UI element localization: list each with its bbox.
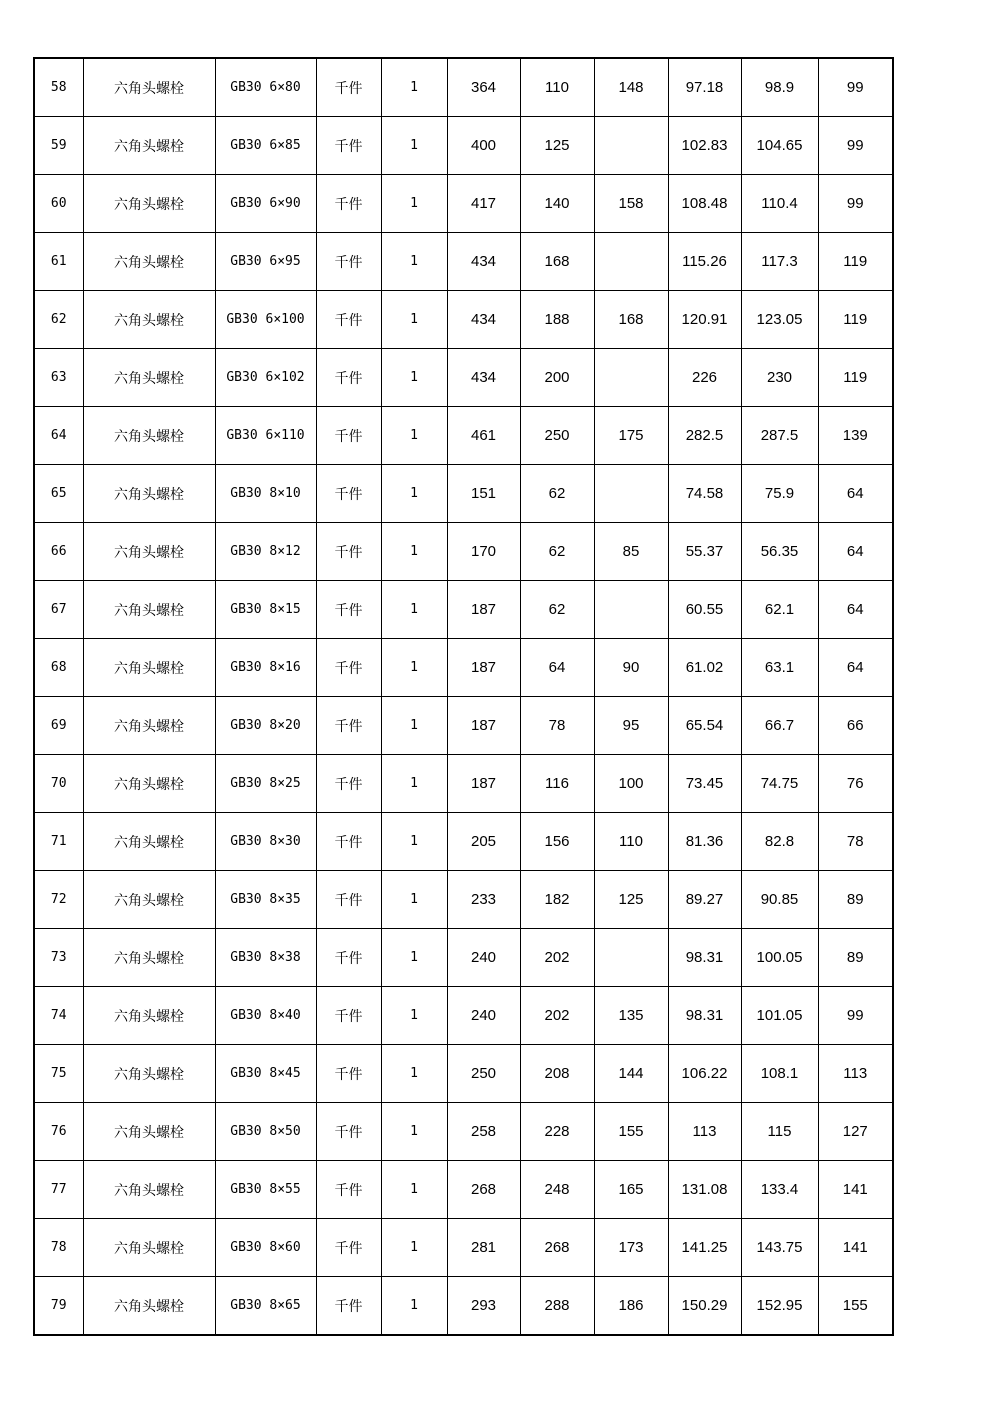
value-4-cell: 115.26	[668, 233, 741, 291]
table-row	[34, 581, 893, 639]
value-5-cell: 98.9	[741, 58, 818, 117]
spec-cell: GB30 8×20	[215, 697, 316, 755]
value-5-cell: 62.1	[741, 581, 818, 639]
value-6-cell: 141	[818, 1161, 893, 1219]
quantity-cell: 1	[381, 407, 447, 465]
value-4-cell: 97.18	[668, 58, 741, 117]
row-index-cell: 64	[34, 407, 83, 465]
quantity-cell: 1	[381, 233, 447, 291]
unit-cell: 千件	[316, 755, 381, 813]
value-3-cell	[594, 929, 668, 987]
value-6-cell: 99	[818, 175, 893, 233]
item-name-cell: 六角头螺栓	[83, 523, 215, 581]
item-name-cell: 六角头螺栓	[83, 813, 215, 871]
value-2-cell: 202	[520, 987, 594, 1045]
value-4-cell: 282.5	[668, 407, 741, 465]
quantity-cell: 1	[381, 465, 447, 523]
value-5-cell: 115	[741, 1103, 818, 1161]
spec-cell: GB30 8×15	[215, 581, 316, 639]
spec-cell: GB30 8×65	[215, 1277, 316, 1336]
spec-cell: GB30 8×50	[215, 1103, 316, 1161]
table-row	[34, 755, 893, 813]
value-3-cell	[594, 233, 668, 291]
table-body	[34, 58, 893, 1335]
table-row	[34, 1103, 893, 1161]
value-5-cell: 117.3	[741, 233, 818, 291]
spec-cell: GB30 6×100	[215, 291, 316, 349]
value-4-cell: 102.83	[668, 117, 741, 175]
value-1-cell: 461	[447, 407, 520, 465]
quantity-cell: 1	[381, 58, 447, 117]
value-3-cell: 110	[594, 813, 668, 871]
value-5-cell: 56.35	[741, 523, 818, 581]
value-4-cell: 74.58	[668, 465, 741, 523]
row-index-cell: 62	[34, 291, 83, 349]
row-index-cell: 74	[34, 987, 83, 1045]
value-5-cell: 230	[741, 349, 818, 407]
value-2-cell: 156	[520, 813, 594, 871]
table-row	[34, 1161, 893, 1219]
value-2-cell: 110	[520, 58, 594, 117]
value-2-cell: 250	[520, 407, 594, 465]
value-1-cell: 268	[447, 1161, 520, 1219]
table-row	[34, 349, 893, 407]
value-3-cell: 186	[594, 1277, 668, 1336]
value-4-cell: 120.91	[668, 291, 741, 349]
row-index-cell: 59	[34, 117, 83, 175]
value-3-cell	[594, 117, 668, 175]
row-index-cell: 71	[34, 813, 83, 871]
value-1-cell: 434	[447, 349, 520, 407]
item-name-cell: 六角头螺栓	[83, 871, 215, 929]
unit-cell: 千件	[316, 407, 381, 465]
value-3-cell: 155	[594, 1103, 668, 1161]
spec-cell: GB30 8×35	[215, 871, 316, 929]
unit-cell: 千件	[316, 117, 381, 175]
value-5-cell: 82.8	[741, 813, 818, 871]
unit-cell: 千件	[316, 1045, 381, 1103]
table-row	[34, 58, 893, 117]
unit-cell: 千件	[316, 1161, 381, 1219]
spec-cell: GB30 8×55	[215, 1161, 316, 1219]
value-3-cell: 173	[594, 1219, 668, 1277]
row-index-cell: 73	[34, 929, 83, 987]
value-5-cell: 123.05	[741, 291, 818, 349]
spec-cell: GB30 8×30	[215, 813, 316, 871]
item-name-cell: 六角头螺栓	[83, 233, 215, 291]
value-6-cell: 113	[818, 1045, 893, 1103]
spec-cell: GB30 8×25	[215, 755, 316, 813]
value-2-cell: 248	[520, 1161, 594, 1219]
price-table	[33, 57, 894, 1336]
row-index-cell: 78	[34, 1219, 83, 1277]
unit-cell: 千件	[316, 233, 381, 291]
item-name-cell: 六角头螺栓	[83, 1219, 215, 1277]
quantity-cell: 1	[381, 755, 447, 813]
value-1-cell: 187	[447, 639, 520, 697]
row-index-cell: 68	[34, 639, 83, 697]
value-2-cell: 288	[520, 1277, 594, 1336]
table-row	[34, 117, 893, 175]
value-2-cell: 188	[520, 291, 594, 349]
quantity-cell: 1	[381, 291, 447, 349]
value-4-cell: 108.48	[668, 175, 741, 233]
quantity-cell: 1	[381, 1103, 447, 1161]
table-row	[34, 1045, 893, 1103]
value-5-cell: 75.9	[741, 465, 818, 523]
item-name-cell: 六角头螺栓	[83, 1161, 215, 1219]
value-3-cell: 165	[594, 1161, 668, 1219]
value-5-cell: 90.85	[741, 871, 818, 929]
value-6-cell: 64	[818, 523, 893, 581]
value-6-cell: 119	[818, 291, 893, 349]
value-2-cell: 228	[520, 1103, 594, 1161]
value-3-cell: 144	[594, 1045, 668, 1103]
quantity-cell: 1	[381, 581, 447, 639]
row-index-cell: 65	[34, 465, 83, 523]
quantity-cell: 1	[381, 523, 447, 581]
spec-cell: GB30 6×110	[215, 407, 316, 465]
value-3-cell	[594, 465, 668, 523]
quantity-cell: 1	[381, 1219, 447, 1277]
table-row	[34, 407, 893, 465]
item-name-cell: 六角头螺栓	[83, 175, 215, 233]
value-3-cell: 175	[594, 407, 668, 465]
value-3-cell: 168	[594, 291, 668, 349]
spec-cell: GB30 6×85	[215, 117, 316, 175]
value-6-cell: 139	[818, 407, 893, 465]
unit-cell: 千件	[316, 697, 381, 755]
value-1-cell: 250	[447, 1045, 520, 1103]
value-1-cell: 151	[447, 465, 520, 523]
unit-cell: 千件	[316, 523, 381, 581]
table-row	[34, 523, 893, 581]
value-6-cell: 64	[818, 465, 893, 523]
table-row	[34, 813, 893, 871]
table-row	[34, 639, 893, 697]
value-4-cell: 131.08	[668, 1161, 741, 1219]
value-2-cell: 182	[520, 871, 594, 929]
quantity-cell: 1	[381, 349, 447, 407]
value-6-cell: 119	[818, 349, 893, 407]
item-name-cell: 六角头螺栓	[83, 407, 215, 465]
quantity-cell: 1	[381, 1161, 447, 1219]
value-3-cell: 158	[594, 175, 668, 233]
value-3-cell: 148	[594, 58, 668, 117]
unit-cell: 千件	[316, 465, 381, 523]
value-6-cell: 66	[818, 697, 893, 755]
value-4-cell: 65.54	[668, 697, 741, 755]
value-3-cell: 85	[594, 523, 668, 581]
item-name-cell: 六角头螺栓	[83, 465, 215, 523]
value-1-cell: 233	[447, 871, 520, 929]
item-name-cell: 六角头螺栓	[83, 1103, 215, 1161]
value-1-cell: 364	[447, 58, 520, 117]
row-index-cell: 66	[34, 523, 83, 581]
value-2-cell: 200	[520, 349, 594, 407]
spec-cell: GB30 8×10	[215, 465, 316, 523]
quantity-cell: 1	[381, 1045, 447, 1103]
item-name-cell: 六角头螺栓	[83, 291, 215, 349]
value-5-cell: 143.75	[741, 1219, 818, 1277]
value-4-cell: 61.02	[668, 639, 741, 697]
quantity-cell: 1	[381, 697, 447, 755]
item-name-cell: 六角头螺栓	[83, 987, 215, 1045]
row-index-cell: 69	[34, 697, 83, 755]
value-4-cell: 150.29	[668, 1277, 741, 1336]
row-index-cell: 67	[34, 581, 83, 639]
row-index-cell: 77	[34, 1161, 83, 1219]
value-5-cell: 287.5	[741, 407, 818, 465]
value-1-cell: 187	[447, 697, 520, 755]
value-6-cell: 99	[818, 117, 893, 175]
value-1-cell: 434	[447, 291, 520, 349]
value-5-cell: 66.7	[741, 697, 818, 755]
item-name-cell: 六角头螺栓	[83, 1045, 215, 1103]
value-5-cell: 110.4	[741, 175, 818, 233]
item-name-cell: 六角头螺栓	[83, 1277, 215, 1336]
spec-cell: GB30 6×80	[215, 58, 316, 117]
quantity-cell: 1	[381, 639, 447, 697]
table-row	[34, 175, 893, 233]
value-4-cell: 89.27	[668, 871, 741, 929]
value-4-cell: 73.45	[668, 755, 741, 813]
value-6-cell: 78	[818, 813, 893, 871]
row-index-cell: 70	[34, 755, 83, 813]
value-1-cell: 240	[447, 929, 520, 987]
value-5-cell: 104.65	[741, 117, 818, 175]
value-4-cell: 106.22	[668, 1045, 741, 1103]
value-1-cell: 258	[447, 1103, 520, 1161]
value-1-cell: 400	[447, 117, 520, 175]
table-row	[34, 465, 893, 523]
unit-cell: 千件	[316, 1219, 381, 1277]
value-5-cell: 133.4	[741, 1161, 818, 1219]
spec-cell: GB30 6×90	[215, 175, 316, 233]
row-index-cell: 60	[34, 175, 83, 233]
value-6-cell: 89	[818, 929, 893, 987]
value-2-cell: 125	[520, 117, 594, 175]
unit-cell: 千件	[316, 349, 381, 407]
table-row	[34, 697, 893, 755]
spec-cell: GB30 8×40	[215, 987, 316, 1045]
unit-cell: 千件	[316, 291, 381, 349]
value-2-cell: 64	[520, 639, 594, 697]
quantity-cell: 1	[381, 871, 447, 929]
value-5-cell: 108.1	[741, 1045, 818, 1103]
quantity-cell: 1	[381, 1277, 447, 1336]
item-name-cell: 六角头螺栓	[83, 929, 215, 987]
row-index-cell: 79	[34, 1277, 83, 1336]
value-5-cell: 101.05	[741, 987, 818, 1045]
value-6-cell: 127	[818, 1103, 893, 1161]
value-6-cell: 141	[818, 1219, 893, 1277]
row-index-cell: 61	[34, 233, 83, 291]
item-name-cell: 六角头螺栓	[83, 755, 215, 813]
table-row	[34, 233, 893, 291]
unit-cell: 千件	[316, 639, 381, 697]
value-2-cell: 268	[520, 1219, 594, 1277]
value-3-cell: 95	[594, 697, 668, 755]
unit-cell: 千件	[316, 581, 381, 639]
table-row	[34, 871, 893, 929]
quantity-cell: 1	[381, 987, 447, 1045]
value-5-cell: 74.75	[741, 755, 818, 813]
item-name-cell: 六角头螺栓	[83, 639, 215, 697]
row-index-cell: 58	[34, 58, 83, 117]
unit-cell: 千件	[316, 58, 381, 117]
row-index-cell: 75	[34, 1045, 83, 1103]
quantity-cell: 1	[381, 929, 447, 987]
table-row	[34, 1277, 893, 1336]
table-row	[34, 291, 893, 349]
value-5-cell: 63.1	[741, 639, 818, 697]
value-2-cell: 62	[520, 465, 594, 523]
value-6-cell: 99	[818, 58, 893, 117]
value-1-cell: 417	[447, 175, 520, 233]
value-2-cell: 208	[520, 1045, 594, 1103]
value-1-cell: 281	[447, 1219, 520, 1277]
value-6-cell: 155	[818, 1277, 893, 1336]
value-2-cell: 140	[520, 175, 594, 233]
value-3-cell: 90	[594, 639, 668, 697]
item-name-cell: 六角头螺栓	[83, 581, 215, 639]
value-6-cell: 64	[818, 581, 893, 639]
value-2-cell: 62	[520, 523, 594, 581]
unit-cell: 千件	[316, 813, 381, 871]
value-2-cell: 202	[520, 929, 594, 987]
value-6-cell: 89	[818, 871, 893, 929]
value-2-cell: 62	[520, 581, 594, 639]
unit-cell: 千件	[316, 929, 381, 987]
item-name-cell: 六角头螺栓	[83, 117, 215, 175]
row-index-cell: 63	[34, 349, 83, 407]
value-1-cell: 187	[447, 755, 520, 813]
value-4-cell: 81.36	[668, 813, 741, 871]
spec-cell: GB30 8×16	[215, 639, 316, 697]
value-4-cell: 98.31	[668, 929, 741, 987]
unit-cell: 千件	[316, 1103, 381, 1161]
spec-cell: GB30 8×45	[215, 1045, 316, 1103]
value-6-cell: 119	[818, 233, 893, 291]
value-4-cell: 60.55	[668, 581, 741, 639]
value-5-cell: 152.95	[741, 1277, 818, 1336]
unit-cell: 千件	[316, 175, 381, 233]
value-3-cell	[594, 581, 668, 639]
value-5-cell: 100.05	[741, 929, 818, 987]
value-1-cell: 205	[447, 813, 520, 871]
unit-cell: 千件	[316, 871, 381, 929]
value-3-cell	[594, 349, 668, 407]
value-1-cell: 434	[447, 233, 520, 291]
spec-cell: GB30 8×60	[215, 1219, 316, 1277]
item-name-cell: 六角头螺栓	[83, 58, 215, 117]
item-name-cell: 六角头螺栓	[83, 697, 215, 755]
value-3-cell: 135	[594, 987, 668, 1045]
spec-cell: GB30 6×95	[215, 233, 316, 291]
value-2-cell: 116	[520, 755, 594, 813]
value-1-cell: 187	[447, 581, 520, 639]
table-row	[34, 929, 893, 987]
item-name-cell: 六角头螺栓	[83, 349, 215, 407]
value-4-cell: 98.31	[668, 987, 741, 1045]
quantity-cell: 1	[381, 117, 447, 175]
value-1-cell: 240	[447, 987, 520, 1045]
value-3-cell: 125	[594, 871, 668, 929]
value-1-cell: 293	[447, 1277, 520, 1336]
value-4-cell: 226	[668, 349, 741, 407]
value-6-cell: 64	[818, 639, 893, 697]
value-1-cell: 170	[447, 523, 520, 581]
row-index-cell: 76	[34, 1103, 83, 1161]
unit-cell: 千件	[316, 1277, 381, 1336]
spec-cell: GB30 8×12	[215, 523, 316, 581]
table-row	[34, 987, 893, 1045]
spec-cell: GB30 6×102	[215, 349, 316, 407]
value-4-cell: 55.37	[668, 523, 741, 581]
unit-cell: 千件	[316, 987, 381, 1045]
table-row	[34, 1219, 893, 1277]
value-2-cell: 168	[520, 233, 594, 291]
value-2-cell: 78	[520, 697, 594, 755]
value-6-cell: 76	[818, 755, 893, 813]
quantity-cell: 1	[381, 175, 447, 233]
value-6-cell: 99	[818, 987, 893, 1045]
row-index-cell: 72	[34, 871, 83, 929]
value-3-cell: 100	[594, 755, 668, 813]
value-4-cell: 113	[668, 1103, 741, 1161]
value-4-cell: 141.25	[668, 1219, 741, 1277]
quantity-cell: 1	[381, 813, 447, 871]
spec-cell: GB30 8×38	[215, 929, 316, 987]
